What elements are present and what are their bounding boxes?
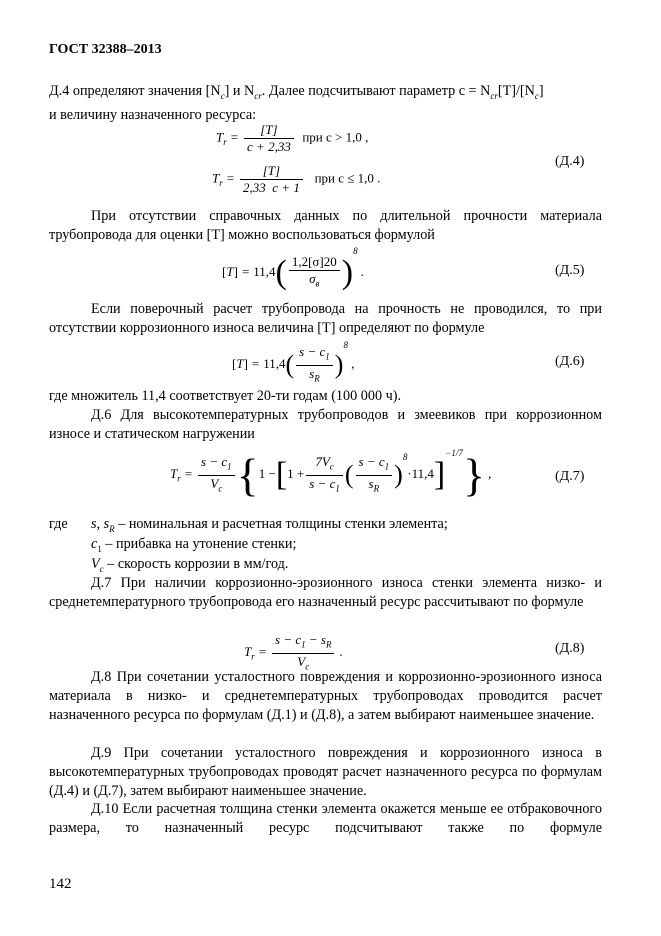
equation-d4-line1: $T_r$ = $\frac{[T]}{c + 2,33}$ при c > 1,0 ,	[216, 122, 369, 154]
text-fragment: . Далее подсчитывают параметр c = N	[261, 83, 491, 99]
equation-number-d4: (Д.4)	[555, 154, 585, 169]
description: – скорость коррозии в мм/год.	[103, 556, 289, 572]
symbol: s, s	[91, 516, 110, 532]
equation-number-d5: (Д.5)	[555, 263, 585, 278]
equation-d7: $T_r$ = $\frac{s - c_1}{V_c}$ {1 −[1 + $\frac{7V_c}{s - c_1}$ ( $\frac{s - c_1}{s_R}$ )$^8$·11,4]$^{-1/7}$} ,	[170, 448, 492, 501]
paragraph-d9: Д.9 При сочетании усталостного повреждения и коррозионного износа в высокотемпературных трубопроводах проводят расчет назначенного ресурса по формулам (Д.4) и (Д.7), затем выбирают наименьшее значение.	[49, 745, 602, 799]
condition-le: при c ≤ 1,0 .	[314, 170, 381, 186]
denominator: c + 2,33	[247, 139, 291, 154]
document-header: ГОСТ 32388–2013	[49, 42, 162, 57]
paragraph-d7: Д.7 При наличии коррозионно-эрозионного износа стенки элемента низко- и среднетемпературного трубопровода его назначенный ресурс рассчитывают по формуле	[49, 575, 602, 610]
paragraph-reference-data: При отсутствии справочных данных по длительной прочности материала трубопровода для оценки [T] можно воспользоваться формулой	[49, 208, 602, 243]
denominator-b: c + 1	[272, 180, 300, 195]
page-number: 142	[49, 876, 72, 892]
subscript: R	[109, 523, 115, 534]
description: – прибавка на утонение стенки;	[101, 536, 297, 552]
symbol: c	[91, 536, 98, 552]
text-fragment: ] и N	[224, 83, 255, 99]
paragraph-multiplier: где множитель 11,4 соответствует 20-ти годам (100 000 ч).	[49, 388, 401, 404]
legend-where: где	[49, 516, 68, 532]
text-fragment: [T]/[N	[497, 83, 535, 99]
equation-d4-line2: $T_r$ = $\frac{[T]}{2,33 c + 1}$ при c ≤ 1,0 .	[212, 163, 381, 195]
equation-number-d6: (Д.6)	[555, 354, 585, 369]
equation-d5: [T] = 11,4( $\frac{1,2[\sigma]20}{\sigma_в}$ )$^8$ .	[222, 246, 365, 292]
text-fragment: ]	[538, 83, 544, 99]
equation-d6: [T] = 11,4( $\frac{s - c_1}{s_R}$ )$^8$ ,	[232, 340, 355, 384]
numerator: 1,2[σ]20	[289, 254, 340, 271]
paragraph-d4-intro: Д.4 определяют значения $[N_c]$ и $N_{cr}$. Далее подсчитывают параметр $c = N_{cr}[T]/[N_c]$ и величину назначенного ресурса:	[49, 83, 544, 123]
subscript: 1	[97, 543, 102, 554]
description: – номинальная и расчетная толщины стенки элемента;	[114, 516, 448, 532]
coefficient: 11,4	[263, 356, 286, 371]
condition-gt: при c > 1,0 ,	[302, 129, 369, 145]
exponent: 8	[343, 340, 348, 350]
paragraph-d10: Д.10 Если расчетная толщина стенки элемента окажется меньше ее отбраковочного размера, то назначенный ресурс подсчитывают также по формуле	[49, 801, 602, 836]
symbol: V	[91, 556, 100, 572]
exponent: 8	[353, 246, 358, 256]
equation-number-d8: (Д.8)	[555, 641, 585, 656]
denominator-a: 2,33	[243, 180, 266, 195]
subscript: c	[99, 563, 104, 574]
paragraph-d6: Д.6 Для высокотемпературных трубопроводов и змеевиков при коррозионном износе и статическом нагружении	[49, 407, 602, 442]
paragraph-no-check: Если поверочный расчет трубопровода на прочность не проводился, то при отсутствии коррозионного износа величина [T] определяют по формуле	[49, 301, 602, 336]
equation-number-d7: (Д.7)	[555, 469, 585, 484]
text-fragment: и величину назначенного ресурса:	[49, 106, 257, 123]
coefficient: 11,4	[253, 264, 276, 279]
text-fragment: Д.4 определяют значения [N	[49, 83, 221, 99]
equation-d8: $T_r$ = $\frac{s - c_1 - s_R}{V_c}$ .	[244, 632, 343, 672]
exponent-negative: −1/7	[445, 448, 463, 458]
paragraph-d8: Д.8 При сочетании усталостного повреждения и коррозионно-эрозионного износа материала в низко- и среднетемпературных трубопроводах проводится расчет назначенного ресурса по формулам (Д.1) и (Д.8), а затем выбирают наименьшее значение.	[49, 669, 602, 723]
